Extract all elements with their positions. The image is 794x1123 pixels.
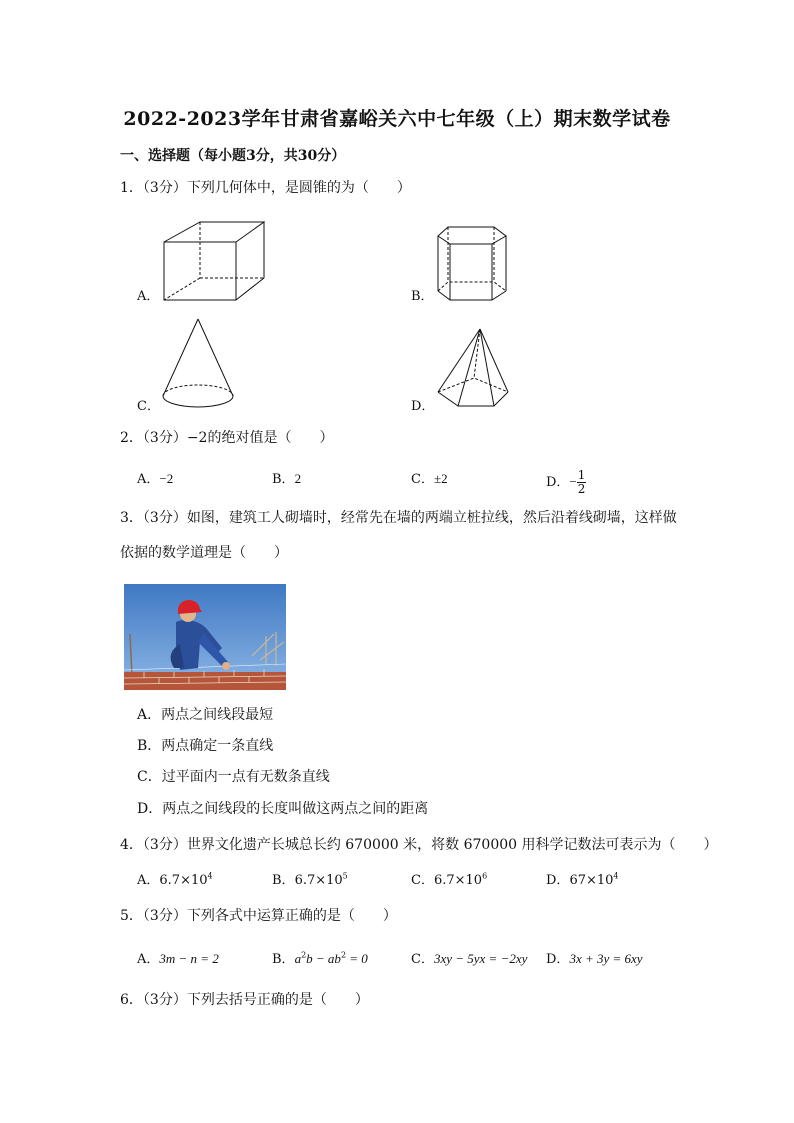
q2-option-b-value: 2 (294, 471, 302, 486)
page-title: 2022-2023学年甘肃省嘉峪关六中七年级（上）期末数学试卷 (123, 108, 671, 130)
question-3-line-1: 3．（3分）如图，建筑工人砌墙时，经常先在墙的两端立桩拉线，然后沿着线砌墙，这样做 (120, 510, 677, 526)
q1-option-b-label: B． (411, 289, 434, 304)
q4-option-b: B．$6.7\times 10^5$ (272, 871, 348, 888)
fraction: $\frac{1}{2}$ (577, 468, 586, 496)
q1-option-d-label: D． (411, 399, 435, 414)
q3-option-c: C．过平面内一点有无数条直线 (137, 769, 330, 785)
question-6: 6．（3分）下列去括号正确的是（ ） (120, 992, 369, 1008)
q1-option-c-label: C． (137, 399, 160, 414)
q5-option-d: D．3x + 3y = 6xy (546, 951, 643, 967)
q4-option-a: A．$6.7\times 10^4$ (137, 871, 213, 888)
q2-option-d: D．− $\frac{1}{2}$ (546, 468, 586, 496)
question-2: 2．（3分）−2的绝对值是（ ） (120, 430, 334, 446)
q2-option-a: A．−2 (137, 471, 174, 487)
question-4: 4．（3分）世界文化遗产长城总长约 670000 米，将数 670000 用科学记数法可表示为（ ） (120, 837, 718, 853)
q2-option-c: C．±2 (411, 471, 448, 487)
cone-icon (160, 316, 236, 412)
question-5: 5．（3分）下列各式中运算正确的是（ ） (120, 908, 397, 924)
bricklayer-photo (124, 584, 286, 690)
q5-option-a: A．3m − n = 2 (137, 951, 219, 967)
question-1: 1．（3分）下列几何体中，是圆锥的为（ ） (120, 180, 411, 196)
hexagonal-prism-icon (436, 224, 510, 304)
q1-option-a-label: A． (137, 289, 160, 304)
section-heading: 一、选择题（每小题3分，共30分） (120, 148, 346, 164)
q3-option-b: B．两点确定一条直线 (137, 738, 274, 754)
q2-option-b: B．2 (272, 471, 302, 487)
q2-option-a-value: −2 (159, 471, 174, 486)
pentagonal-pyramid-icon (436, 326, 512, 410)
cube-icon (160, 218, 270, 302)
q4-option-d: D．$67\times 10^4$ (546, 871, 619, 888)
question-3-line-2: 依据的数学道理是（ ） (120, 545, 288, 561)
q5-option-b: B．$a^2b - ab^2 = 0$ (272, 950, 368, 967)
q3-option-d: D．两点之间线段的长度叫做这两点之间的距离 (137, 801, 429, 817)
q3-option-a: A．两点之间线段最短 (137, 707, 274, 723)
q4-option-c: C．$6.7\times 10^6$ (411, 871, 488, 888)
q5-option-c: C．3xy − 5yx = −2xy (411, 951, 528, 967)
q2-option-c-value: ±2 (433, 471, 448, 486)
